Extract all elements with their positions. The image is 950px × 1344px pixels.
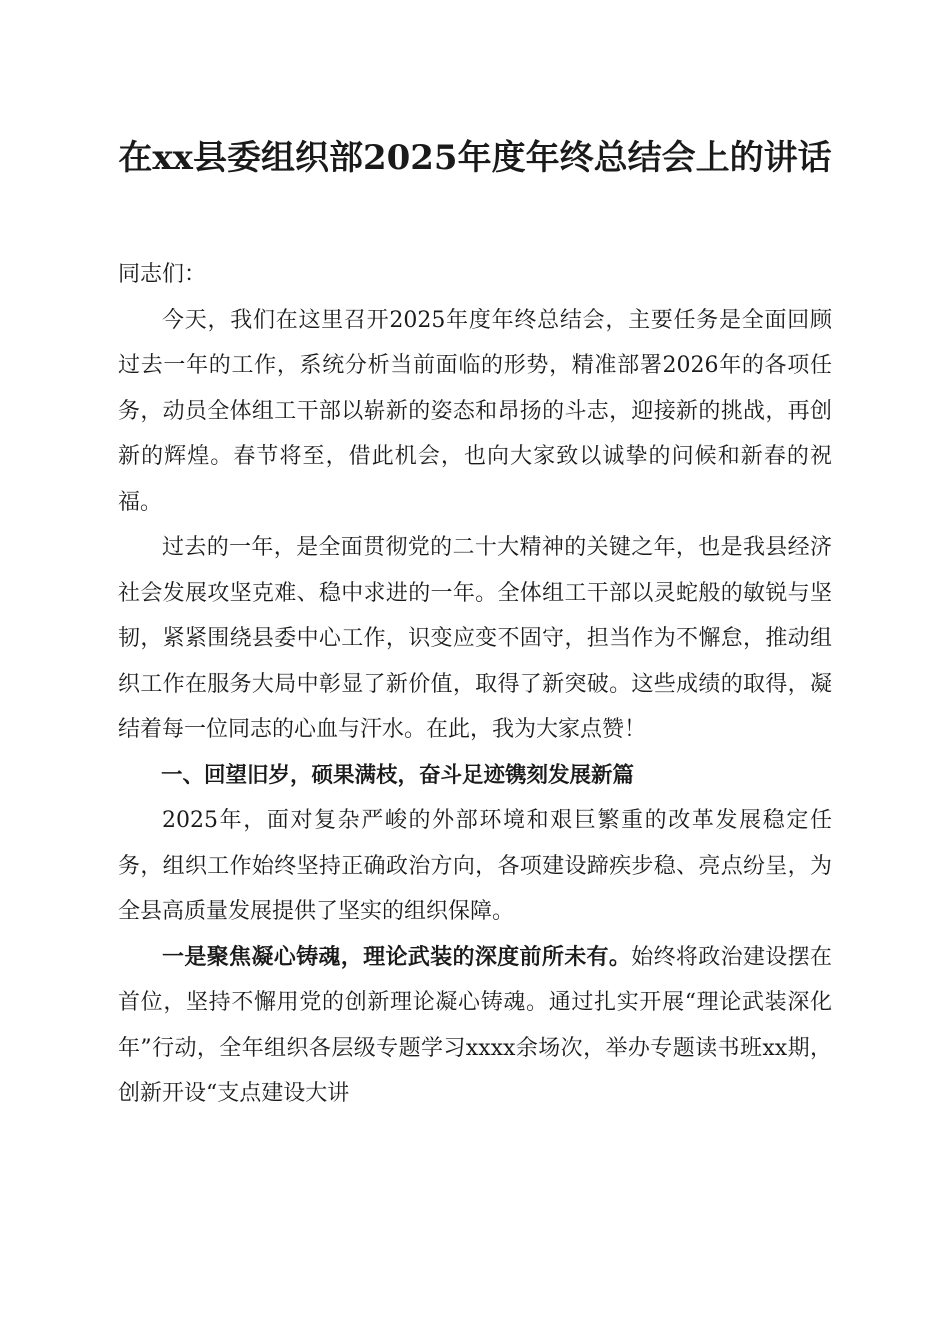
paragraph-text: 始终将政治建设摆在首位，坚持不懈用党的创新理论凝心铸魂。通过扎实开展“理论武装深化年”行动，全年组织各层级专题学习xxxx余场次，举办专题读书班xx期，创新开设“支点建设大讲 bbox=[118, 944, 832, 1106]
paragraph: 2025年，面对复杂严峻的外部环境和艰巨繁重的改革发展稳定任务，组织工作始终坚持正确政治方向，各项建设蹄疾步稳、亮点纷呈，为全县高质量发展提供了坚实的组织保障。 bbox=[118, 808, 832, 924]
section-heading: 一、回望旧岁，硕果满枝，奋斗足迹镌刻发展新篇 bbox=[161, 762, 635, 788]
paragraph: 今天，我们在这里召开2025年度年终总结会，主要任务是全面回顾过去一年的工作，系统分析当前面临的形势，精准部署2026年的各项任务，动员全体组工干部以崭新的姿态和昂扬的斗志，迎接新的挑战，再创新的辉煌。春节将至，借此机会，也向大家致以诚挚的问候和新春的祝福。 bbox=[118, 307, 832, 515]
document-body bbox=[118, 252, 832, 1117]
paragraph-lead: 一是聚焦凝心铸魂，理论武装的深度前所未有。 bbox=[162, 943, 632, 970]
paragraph: 过去的一年，是全面贯彻党的二十大精神的关键之年，也是我县经济社会发展攻坚克难、稳中求进的一年。全体组工干部以灵蛇般的敏锐与坚韧，紧紧围绕县委中心工作，识变应变不固守，担当作为不懈怠，推动组织工作在服务大局中彰显了新价值，取得了新突破。这些成绩的取得，凝结着每一位同志的心血与汗水。在此，我为大家点赞！ bbox=[118, 535, 832, 742]
page-title: 在xx县委组织部2025年度年终总结会上的讲话 bbox=[118, 138, 832, 178]
greeting: 同志们： bbox=[118, 262, 207, 287]
paragraph bbox=[118, 935, 832, 1117]
